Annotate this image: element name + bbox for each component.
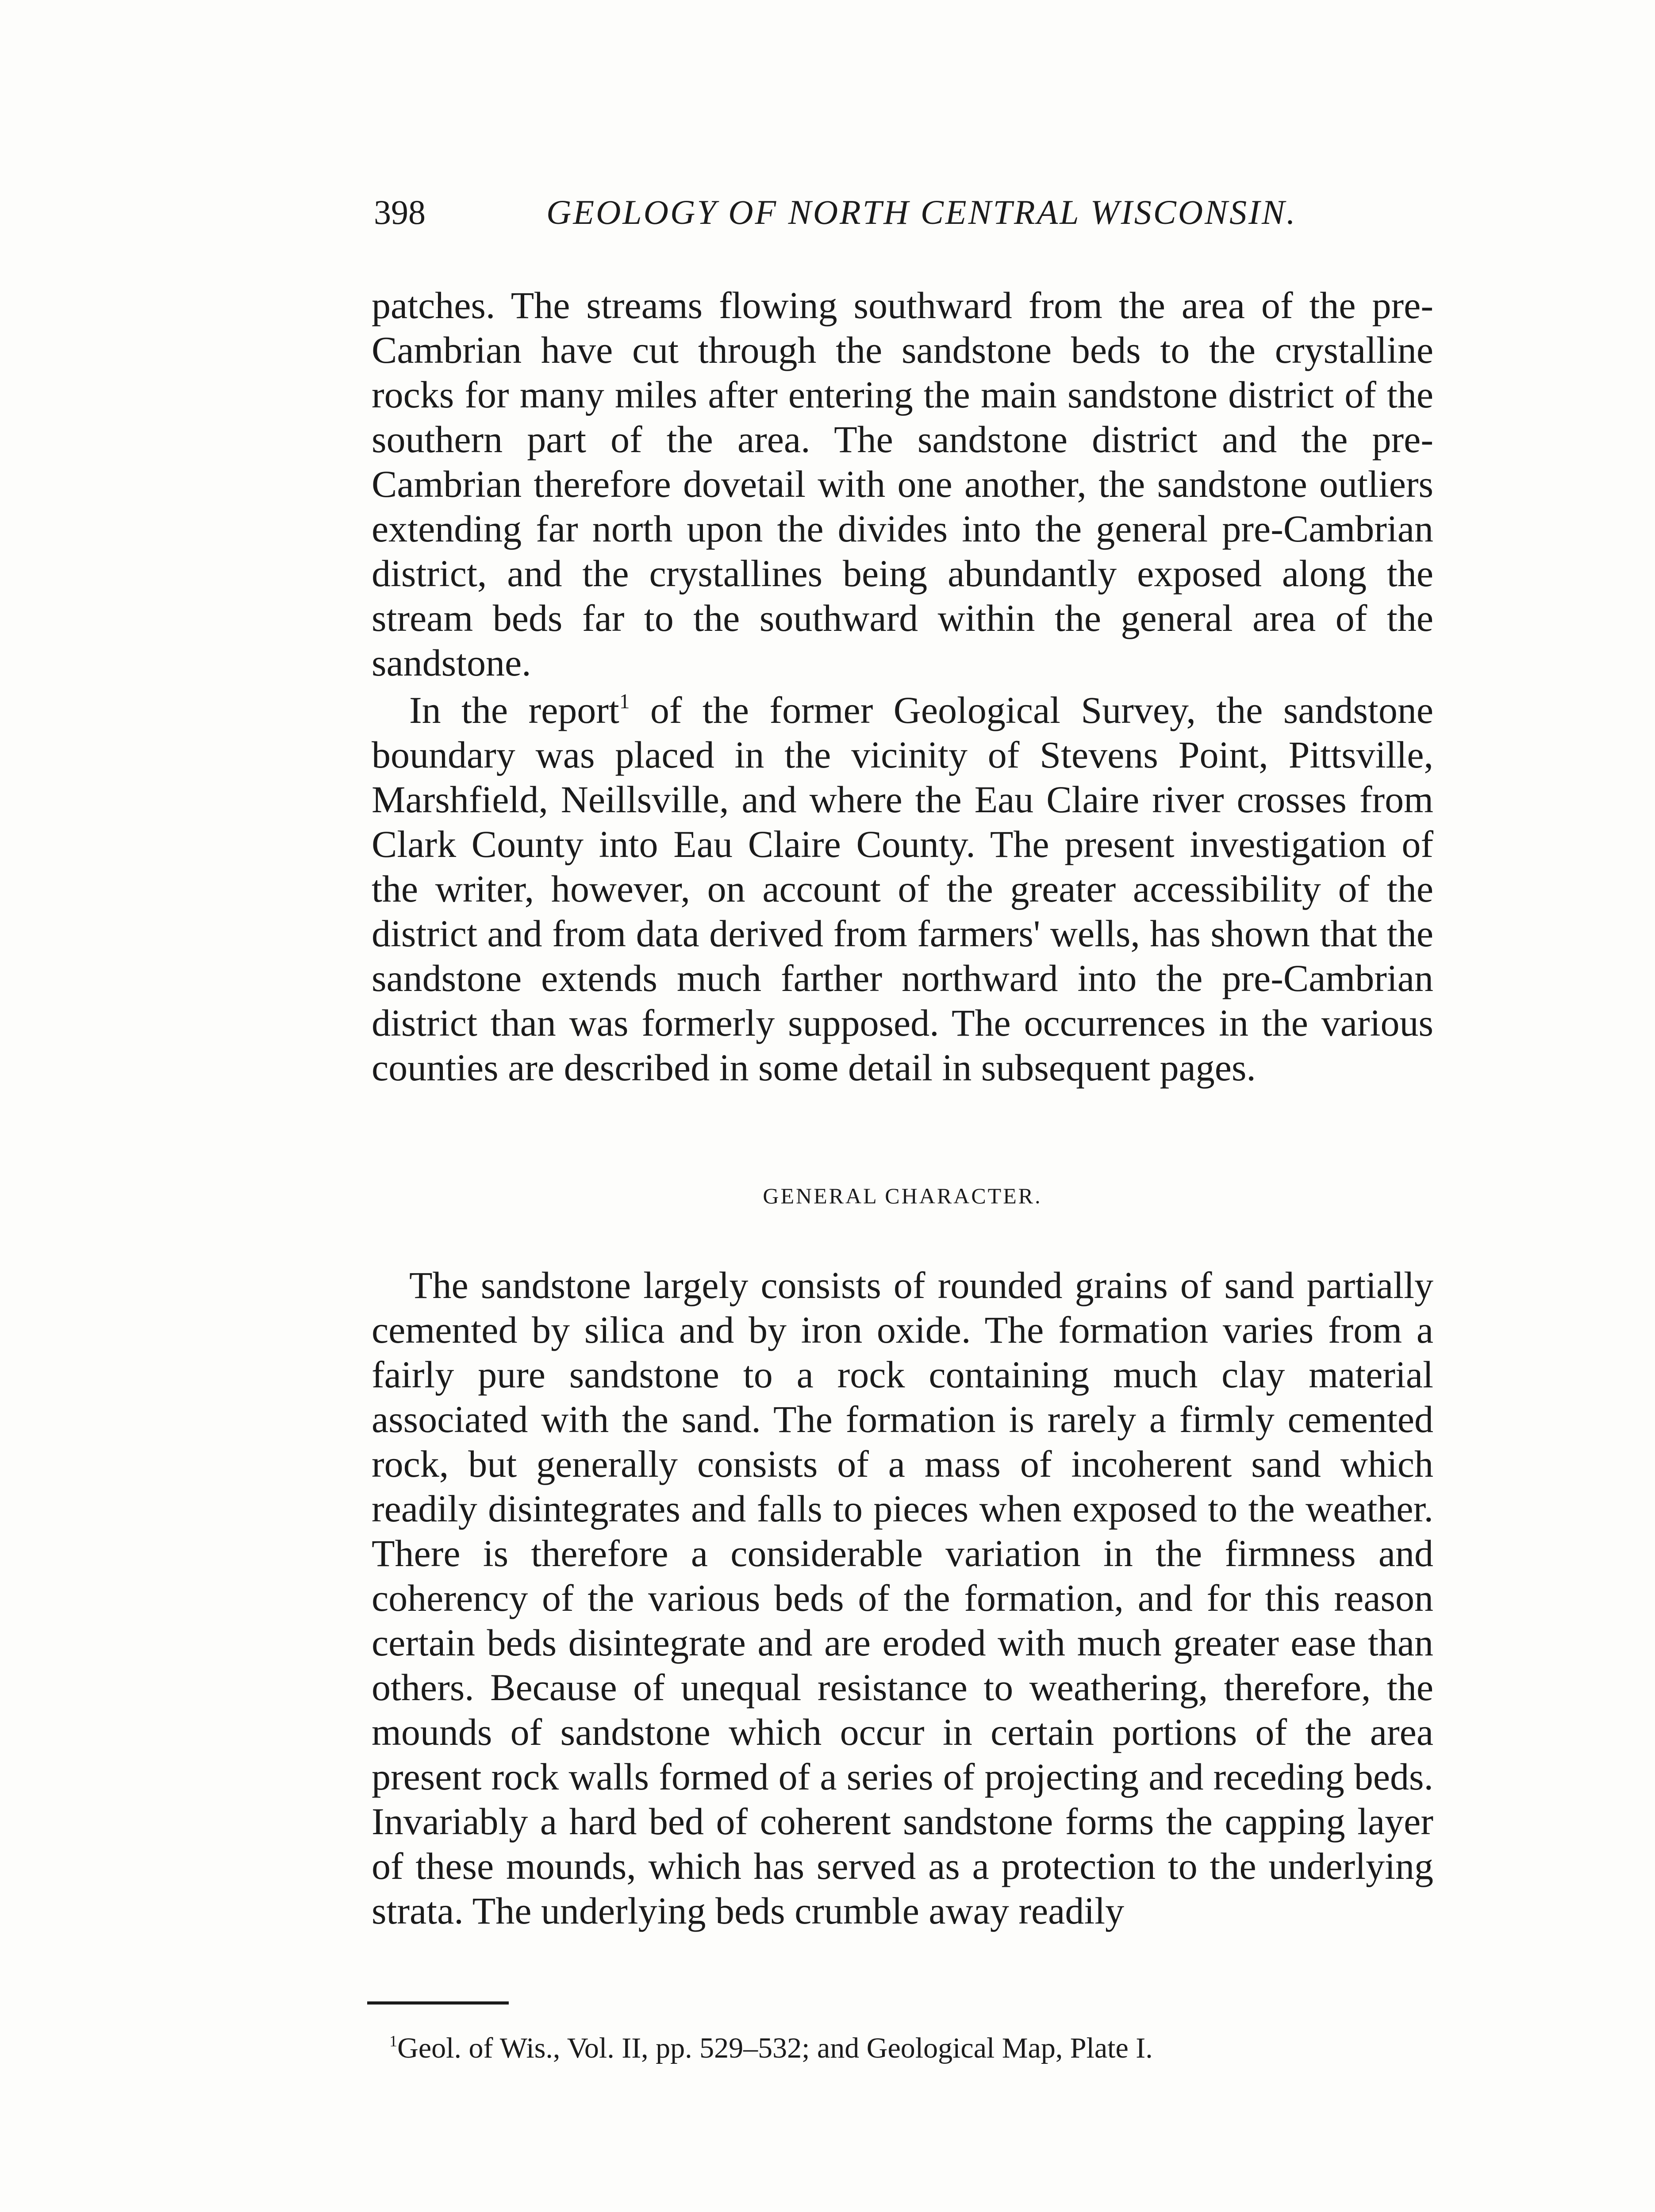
page-number: 398	[374, 193, 426, 231]
intro-paragraph: patches. The streams flowing southward from the area of the pre-Cambrian have cut through the sandstone beds to the crystalline rocks for many miles after entering the main sandstone district of the southern part of the area. The sandstone district and the pre-Cambrian therefore dovetail with one another, the sandstone outliers extending far north upon the divides into the general pre-Cambrian district, and the crystallines being abundantly exposed along the stream beds far to the southward within the general area of the sandstone.	[372, 284, 1433, 684]
report-paragraph	[372, 688, 1433, 1090]
report-paragraph-rest: of the former Geological Survey, the sandstone boundary was placed in the vicinity of Stevens Point, Pittsville, Marshfield, Neillsville, and where the Eau Claire river crosses from Clark County into Eau Claire County. The present investigation of the writer, however, on account of the greater accessibility of the district and from data derived from farmers' wells, has shown that the sandstone extends much farther northward into the pre-Cambrian district than was formerly supposed. The occurrences in the various counties are described in some detail in subsequent pages.	[372, 689, 1433, 1089]
body-text-block	[372, 1263, 1433, 1933]
intro-text-block	[372, 283, 1433, 685]
report-paragraph-start: In the report	[409, 689, 619, 731]
page-header	[374, 188, 1436, 237]
body-paragraph: The sandstone largely consists of rounded grains of sand partially cemented by silica and by iron oxide. The formation varies from a fairly pure sandstone to a rock containing much clay material associated with the sand. The formation is rarely a firmly cemented rock, but generally consists of a mass of incoherent sand which readily disintegrates and falls to pieces when exposed to the weather. There is therefore a considerable variation in the firmness and coherency of the various beds of the formation, and for this reason certain beds disintegrate and are eroded with much greater ease than others. Because of unequal resistance to weathering, therefore, the mounds of sandstone which occur in certain portions of the area present rock walls formed of a series of projecting and receding beds. Invariably a hard bed of coherent sandstone forms the capping layer of these mounds, which has served as a protection to the underlying strata. The underlying beds crumble away readily	[372, 1264, 1433, 1932]
footnote-divider	[367, 2001, 509, 2005]
section-heading: GENERAL CHARACTER.	[763, 1183, 1042, 1208]
footnote-mark: 1	[389, 2032, 398, 2050]
report-text-block	[372, 688, 1433, 1090]
running-title: GEOLOGY OF NORTH CENTRAL WISCONSIN.	[546, 193, 1297, 231]
footnote-reference[interactable]: 1	[619, 690, 630, 713]
footnote	[389, 2028, 1451, 2068]
footnote-text: Geol. of Wis., Vol. II, pp. 529–532; and Geological Map, Plate I.	[397, 2032, 1153, 2064]
